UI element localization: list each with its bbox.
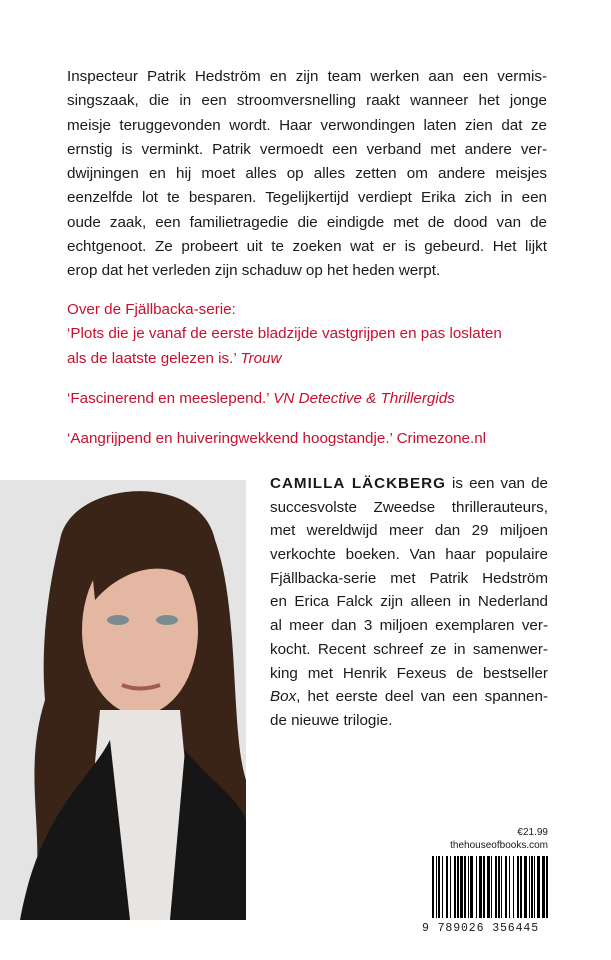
barcode-bar (534, 856, 535, 918)
bio-line (270, 685, 548, 709)
description-line: singszaak, die in een stroomversnelling raakt wanneer het jonge (67, 92, 547, 110)
barcode-bar (464, 856, 466, 918)
barcode-bar (483, 856, 485, 918)
bio-text: , het eerste deel van een spannen- (296, 688, 548, 706)
review-source: Trouw (240, 349, 282, 367)
barcode-bar (436, 856, 437, 918)
barcode-bars (432, 856, 549, 918)
barcode-bar (454, 856, 456, 918)
review-text: ‘Fascinerend en meeslepend.’ (67, 389, 270, 407)
barcode (422, 856, 549, 935)
barcode-bar (438, 856, 440, 918)
description-line: Inspecteur Patrik Hedström en zijn team werken aan een vermis- (67, 68, 547, 85)
review-quote (67, 387, 547, 411)
barcode-bar (498, 856, 500, 918)
barcode-bar (524, 856, 527, 918)
author-bio (270, 472, 548, 733)
book-title: Box (270, 688, 297, 706)
barcode-bar (476, 856, 477, 918)
description-line: eenzelfde lot te besparen. Tegelijkertijd verdiept Erika zich in een (67, 189, 547, 207)
description-line: erop dat het verleden zijn schaduw op het heden werpt. (67, 262, 441, 280)
barcode-bar (537, 856, 540, 918)
bio-line: succesvolste Zweedse thrillerauteurs, (270, 498, 548, 516)
bio-line: en Erica Falck zijn alleen in Nederland (270, 593, 548, 611)
price: €21.99 (517, 827, 548, 838)
bio-line: kocht. Recent schreef ze in samenwer- (270, 640, 548, 658)
bio-line: met wereldwijd meer dan 29 miljoen (270, 522, 548, 540)
barcode-bar (491, 856, 492, 918)
barcode-bar (468, 856, 469, 918)
bio-line: de nieuwe trilogie. (270, 711, 393, 729)
barcode-bar (542, 856, 545, 918)
barcode-bar (487, 856, 490, 918)
barcode-bar (457, 856, 459, 918)
barcode-bar (517, 856, 519, 918)
bio-text: is een van de (445, 475, 548, 492)
isbn-number: 9 789026 356445 (422, 922, 540, 935)
bio-line: verkochte boeken. Van haar populaire (270, 546, 548, 564)
barcode-bar (531, 856, 533, 918)
reviews-heading: Over de Fjällbacka-serie: (67, 301, 236, 318)
review-source: VN Detective & Thrillergids (273, 389, 455, 407)
barcode-bar (546, 856, 548, 918)
bio-line (270, 472, 548, 496)
review-quote (67, 347, 547, 371)
review-quote: ‘Plots die je vanaf de eerste bladzijde vastgrijpen en pas loslaten (67, 325, 502, 343)
description-line: ernstig is verminkt. Patrik vermoedt een verband met andere ver- (67, 140, 547, 158)
barcode-bar (479, 856, 482, 918)
barcode-bar (432, 856, 434, 918)
author-photo (0, 480, 246, 920)
author-name: CAMILLA LÄCKBERG (270, 475, 446, 492)
barcode-bar (509, 856, 510, 918)
barcode-bar (450, 856, 451, 918)
barcode-bar (513, 856, 514, 918)
description-line: oude zaak, een familietragedie die eindigde met de dood van de (67, 213, 547, 231)
barcode-bar (520, 856, 522, 918)
bio-line: king met Henrik Fexeus de bestseller (270, 664, 548, 682)
barcode-bar (442, 856, 443, 918)
description-line: meisje teruggevonden wordt. Haar verwondingen laten zien dat ze (67, 116, 547, 134)
barcode-bar (470, 856, 473, 918)
bio-line: Fjällbacka-serie met Patrik Hedström (270, 569, 548, 587)
description-line: echtgenoot. Ze probeert uit te zoeken wat er is gebeurd. Het lijkt (67, 238, 547, 256)
description (67, 65, 547, 284)
price-block (450, 826, 548, 852)
bio-line: al meer dan 3 miljoen exemplaren ver- (270, 617, 548, 635)
description-line: dwijningen en hij moet alles op alles zetten om andere meisjes (67, 165, 547, 183)
barcode-bar (529, 856, 530, 918)
barcode-bar (460, 856, 463, 918)
barcode-bar (446, 856, 448, 918)
publisher-url: thehouseofbooks.com (450, 840, 548, 851)
review-quote: ‘Aangrijpend en huiveringwekkend hoogstandje.’ Crimezone.nl (67, 430, 487, 448)
review-text: als de laatste gelezen is.’ (67, 349, 237, 367)
barcode-bar (505, 856, 507, 918)
barcode-bar (501, 856, 502, 918)
barcode-bar (495, 856, 497, 918)
reviews (67, 298, 547, 451)
